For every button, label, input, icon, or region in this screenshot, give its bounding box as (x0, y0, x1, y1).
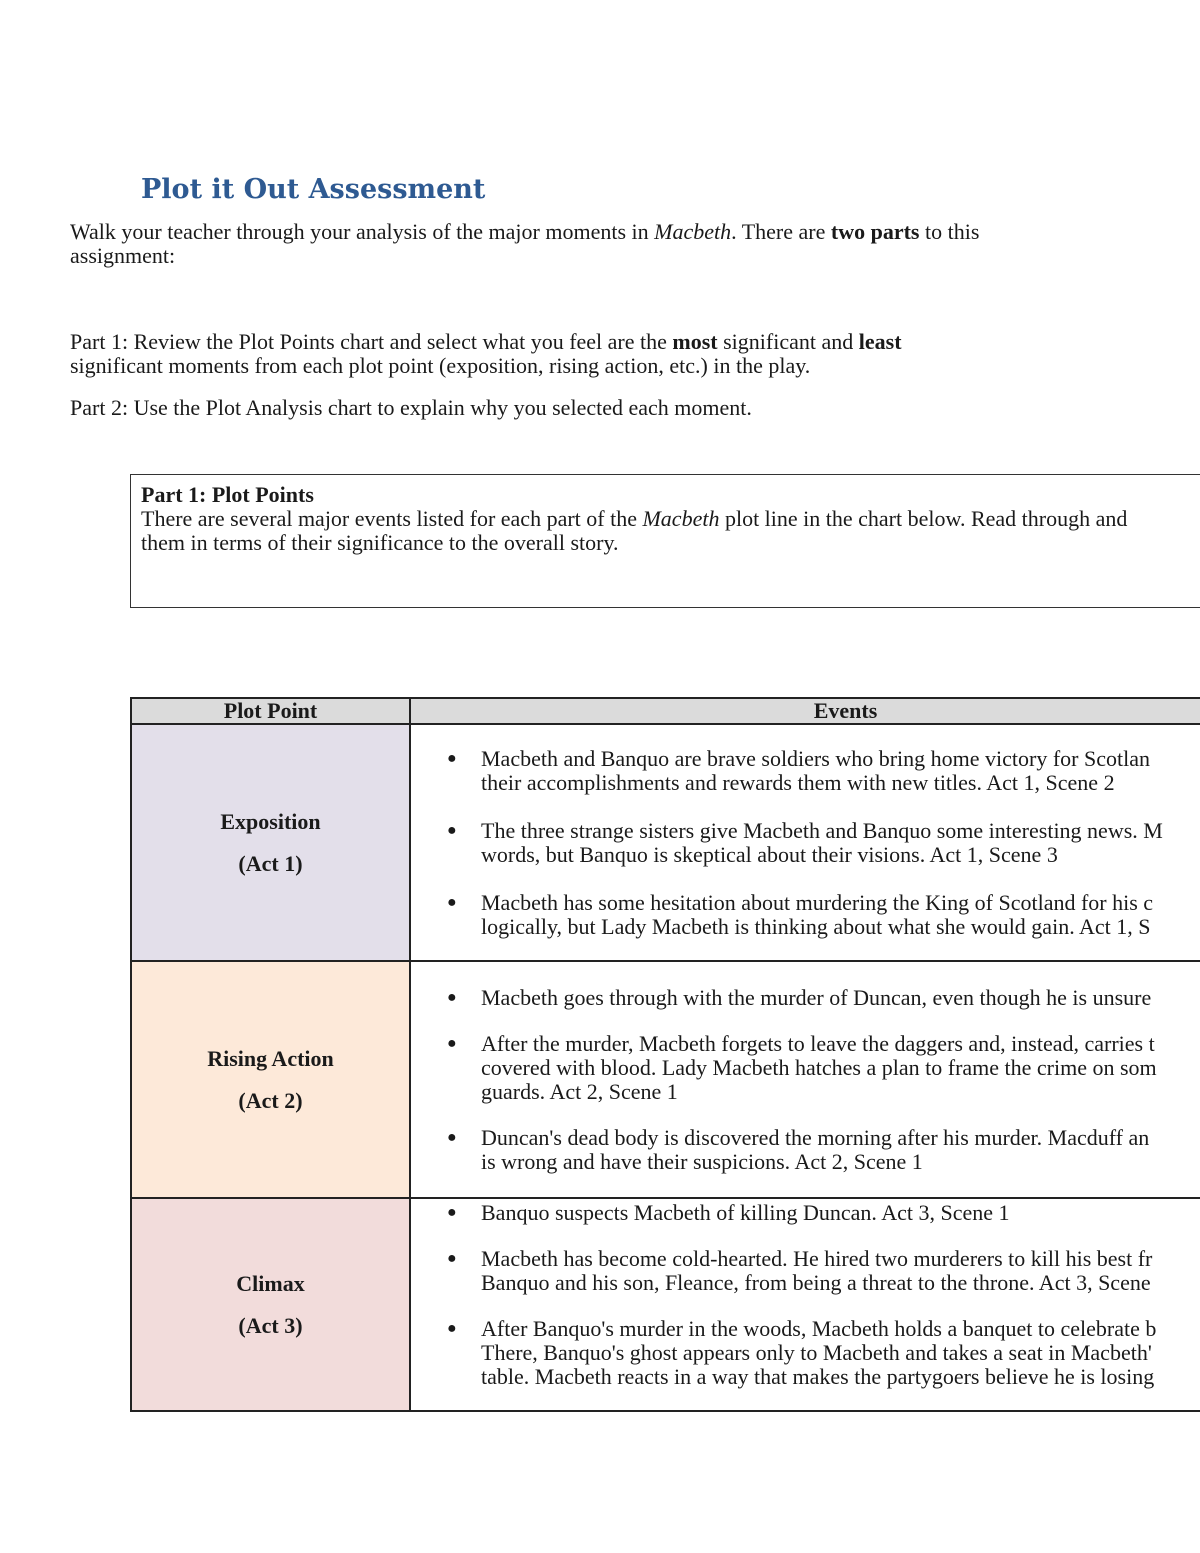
event-line: table. Macbeth reacts in a way that makes the partygoers believe he is losing (481, 1364, 1155, 1389)
event-line: their accomplishments and rewards them with new titles. Act 1, Scene 2 (481, 769, 1115, 795)
intro-bold: two parts (830, 219, 920, 244)
event-line: Macbeth has some hesitation about murdering the King of Scotland for his c (481, 889, 1154, 915)
list-item (411, 747, 1200, 795)
bullet-icon: ● (447, 1320, 457, 1337)
plot-point-label: Climax (236, 1270, 305, 1296)
header-events: Events (410, 698, 1200, 724)
bullet-icon: ● (447, 893, 457, 911)
part1-bold-most: most (672, 329, 718, 354)
list-item (411, 986, 1200, 1010)
part2-text: : Use the Plot Analysis chart to explain why you selected each moment. (121, 395, 752, 420)
list-item (411, 1032, 1200, 1104)
event-line: Macbeth and Banquo are brave soldiers who bring home victory for Scotlan (481, 745, 1150, 771)
instructions-heading: Part 1: Plot Points (141, 482, 314, 507)
events-cell-climax (410, 1198, 1200, 1411)
plot-point-cell-rising-action (131, 961, 410, 1198)
intro-text: Walk your teacher through your analysis of the major moments in (70, 219, 655, 244)
plot-point-act: (Act 3) (238, 1312, 303, 1338)
list-item (411, 1247, 1200, 1295)
list-item (411, 1317, 1200, 1389)
event-line: After the murder, Macbeth forgets to leave the daggers and, instead, carries t (481, 1030, 1155, 1056)
intro-paragraph (70, 220, 1070, 268)
part1-text-line2: significant moments from each plot point (exposition, rising action, etc.) in the play. (70, 353, 811, 378)
part1-bold-least: least (858, 329, 902, 354)
events-list (411, 986, 1200, 1174)
part1-paragraph (70, 330, 1070, 378)
plot-point-cell-exposition (131, 724, 410, 961)
event-line: is wrong and have their suspicions. Act 2, Scene 1 (481, 1148, 923, 1174)
event-line: Banquo suspects Macbeth of killing Duncan. Act 3, Scene 1 (481, 1200, 1010, 1225)
intro-text-after: to this (919, 219, 980, 244)
plot-point-act: (Act 2) (238, 1087, 303, 1113)
table-header-row (131, 698, 1200, 724)
event-line: Macbeth has become cold-hearted. He hired two murderers to kill his best fr (481, 1246, 1153, 1271)
bullet-icon: ● (447, 1128, 457, 1146)
list-item (411, 819, 1200, 867)
instructions-box (130, 474, 1200, 608)
list-item (411, 1201, 1200, 1225)
page-title: Plot it Out Assessment (141, 174, 486, 205)
event-line: logically, but Lady Macbeth is thinking about what she would gain. Act 1, S (481, 913, 1151, 939)
table-row-exposition (131, 724, 1200, 961)
table-row-rising-action (131, 961, 1200, 1198)
event-line: guards. Act 2, Scene 1 (481, 1078, 678, 1104)
bullet-icon: ● (447, 1250, 457, 1267)
part2-label: Part 2 (70, 395, 122, 420)
plot-points-table (130, 697, 1200, 1412)
list-item (411, 891, 1200, 939)
header-plot-point: Plot Point (131, 698, 410, 724)
events-cell-rising-action (410, 961, 1200, 1198)
instructions-line1 (141, 507, 1200, 531)
event-line: Banquo and his son, Fleance, from being a threat to the throne. Act 3, Scene (481, 1270, 1151, 1295)
events-list (411, 1201, 1200, 1389)
intro-text-middle: . There are (731, 219, 831, 244)
event-line: After Banquo's murder in the woods, Macbeth holds a banquet to celebrate b (481, 1316, 1157, 1341)
instructions-title-ref: Macbeth (642, 506, 720, 531)
part2-paragraph (70, 396, 1070, 420)
part1-text-b: significant and (717, 329, 859, 354)
table-row-climax (131, 1198, 1200, 1411)
events-cell-exposition (410, 724, 1200, 961)
part1-label: Part 1 (70, 329, 122, 354)
bullet-icon: ● (447, 821, 457, 839)
part1-text: : Review the Plot Points chart and select what you feel are the (121, 329, 673, 354)
intro-title-ref: Macbeth (654, 219, 732, 244)
bullet-icon: ● (447, 749, 457, 767)
plot-point-label: Exposition (220, 808, 321, 834)
events-list (411, 747, 1200, 939)
intro-text-line2: assignment: (70, 243, 176, 268)
event-line: Duncan's dead body is discovered the morning after his murder. Macduff an (481, 1124, 1150, 1150)
bullet-icon: ● (447, 1204, 457, 1221)
event-line: words, but Banquo is skeptical about their visions. Act 1, Scene 3 (481, 841, 1058, 867)
bullet-icon: ● (447, 1034, 457, 1052)
event-line: There, Banquo's ghost appears only to Macbeth and takes a seat in Macbeth' (481, 1340, 1152, 1365)
instructions-line1-after: plot line in the chart below. Read through and (719, 506, 1128, 531)
plot-point-act: (Act 1) (238, 850, 303, 876)
event-line: Macbeth goes through with the murder of Duncan, even though he is unsure (481, 984, 1152, 1010)
instructions-line2: them in terms of their significance to the overall story. (141, 530, 619, 555)
plot-point-label: Rising Action (207, 1045, 334, 1071)
bullet-icon: ● (447, 988, 457, 1006)
list-item (411, 1126, 1200, 1174)
event-line: The three strange sisters give Macbeth and Banquo some interesting news. M (481, 817, 1163, 843)
event-line: covered with blood. Lady Macbeth hatches a plan to frame the crime on som (481, 1054, 1157, 1080)
instructions-line1-before: There are several major events listed for each part of the (141, 506, 643, 531)
plot-point-cell-climax (131, 1198, 410, 1411)
